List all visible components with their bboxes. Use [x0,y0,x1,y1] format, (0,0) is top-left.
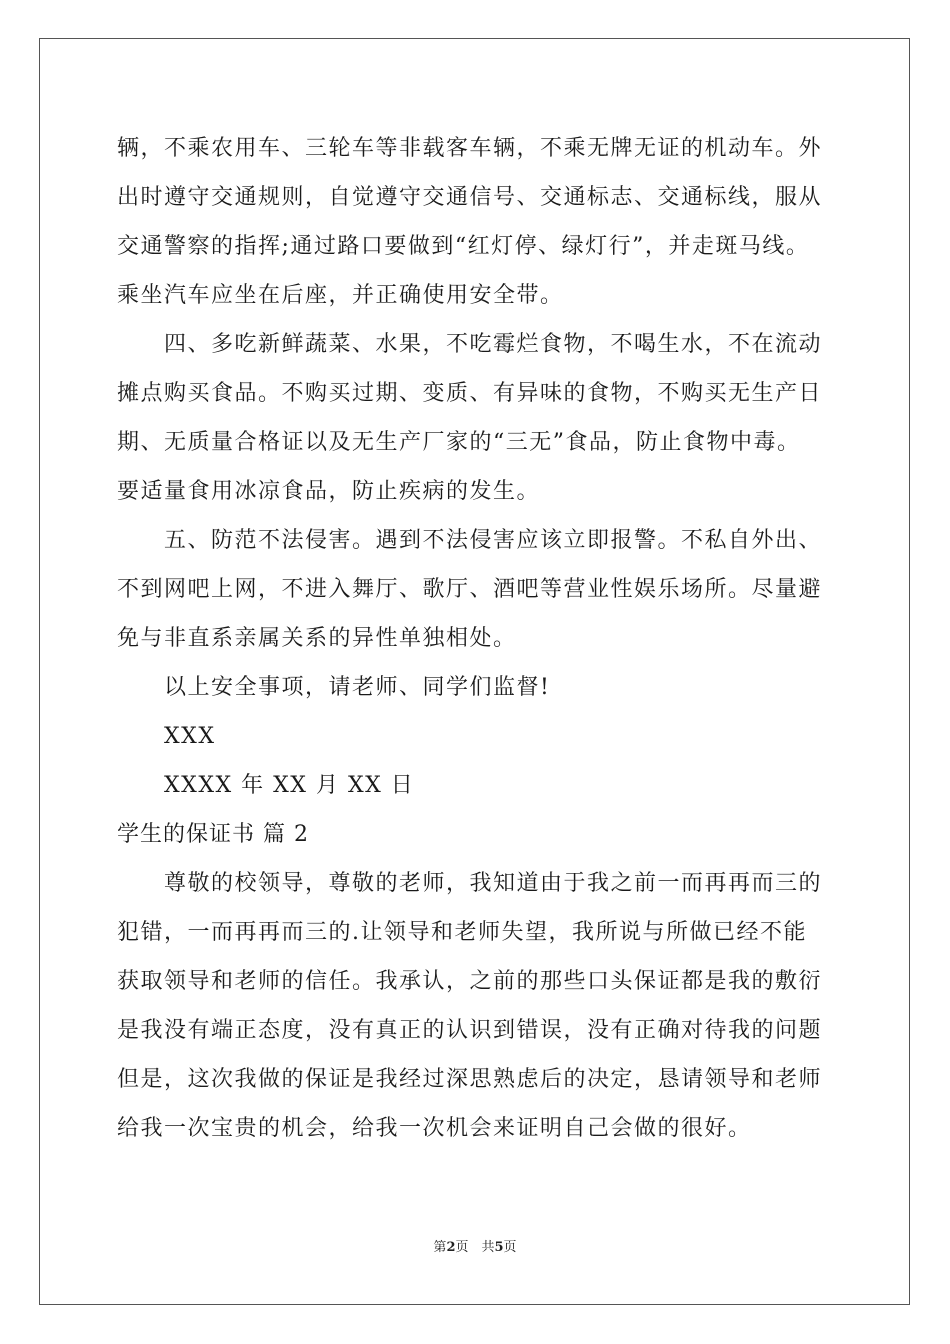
paragraph-start-line: 五、防范不法侵害。遇到不法侵害应该立即报警。不私自外出、 [164,528,823,553]
signature-name: XXX [164,724,216,749]
text-line: 免与非直系亲属关系的异性单独相处。 [117,626,517,651]
text-line: 摊点购买食品。不购买过期、变质、有异味的食物，不购买无生产日 [117,381,823,406]
text-line: 辆，不乘农用车、三轮车等非载客车辆，不乘无牌无证的机动车。外 [117,136,823,161]
page-total: 5 [494,1240,504,1255]
text-line: 是我没有端正态度，没有真正的认识到错误，没有正确对待我的问题 [117,1018,823,1043]
text-line: 获取领导和老师的信任。我承认，之前的那些口头保证都是我的敷衍 [117,969,823,994]
page-number: 2 [446,1240,456,1255]
section-heading: 学生的保证书 篇 2 [117,822,309,847]
paragraph-start-line: 尊敬的校领导，尊敬的老师，我知道由于我之前一而再再而三的 [164,871,823,896]
text-line: 但是，这次我做的保证是我经过深思熟虑后的决定，恳请领导和老师 [117,1067,823,1092]
document-body [117,128,837,1157]
closing-line: 以上安全事项，请老师、同学们监督! [164,675,551,700]
text-line: 期、无质量合格证以及无生产厂家的“三无”食品，防止食物中毒。 [117,430,801,455]
text-line: 交通警察的指挥;通过路口要做到“红灯停、绿灯行”，并走斑马线。 [117,234,810,259]
footer-prefix: 第 [433,1240,447,1255]
text-line: 给我一次宝贵的机会，给我一次机会来证明自己会做的很好。 [117,1116,752,1141]
text-line: 要适量食用冰凉食品，防止疾病的发生。 [117,479,541,504]
footer-mid: 页 共 [455,1240,495,1255]
text-line: 犯错，一而再再而三的.让领导和老师失望，我所说与所做已经不能 [117,920,807,945]
page-footer [0,1236,950,1255]
text-line: 出时遵守交通规则，自觉遵守交通信号、交通标志、交通标线，服从 [117,185,823,210]
text-line: 不到网吧上网，不进入舞厅、歌厅、酒吧等营业性娱乐场所。尽量避 [117,577,823,602]
text-line: 乘坐汽车应坐在后座，并正确使用安全带。 [117,283,564,308]
footer-suffix: 页 [503,1240,517,1255]
signature-date: XXXX 年 XX 月 XX 日 [164,773,415,798]
paragraph-start-line: 四、多吃新鲜蔬菜、水果，不吃霉烂食物，不喝生水，不在流动 [164,332,823,357]
